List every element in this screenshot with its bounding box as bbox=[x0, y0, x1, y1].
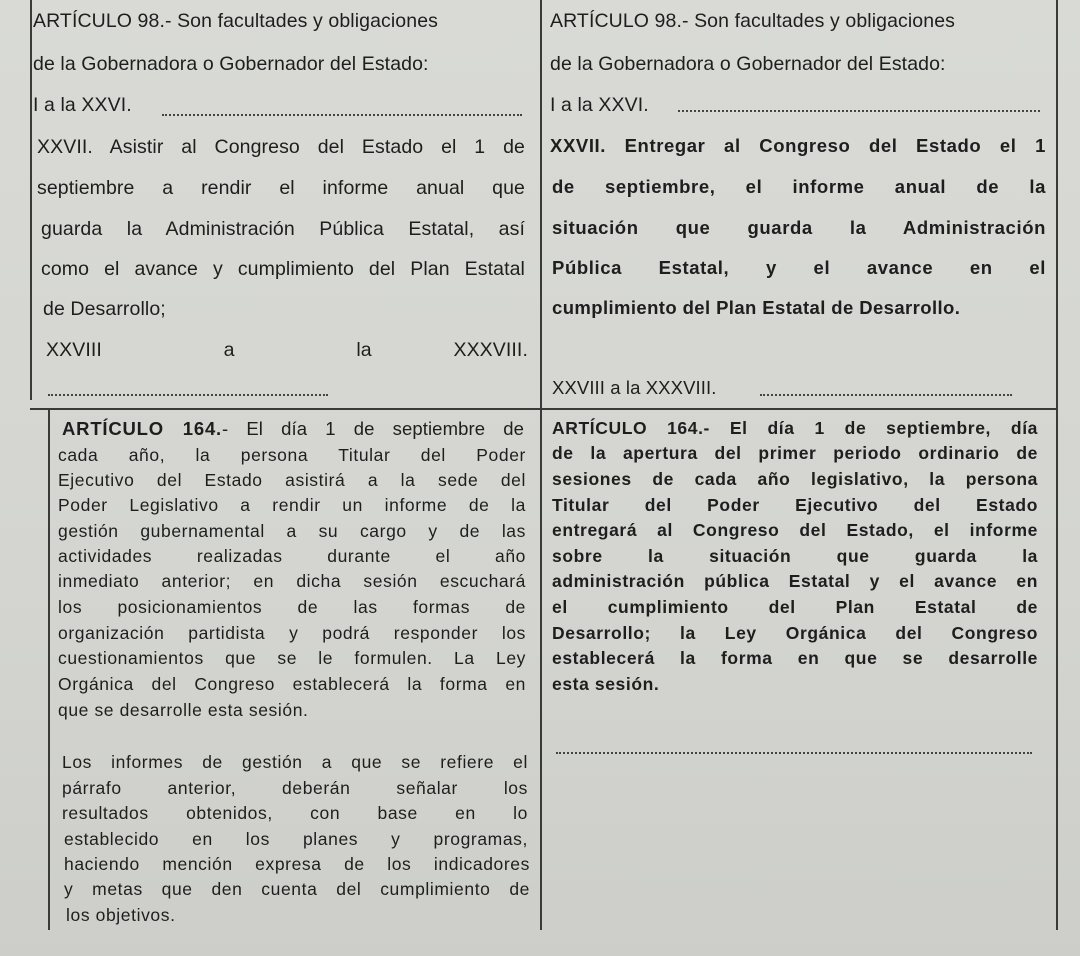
art164-line-8: los posicionamientos de las formas de bbox=[58, 597, 526, 617]
art164-p2-line-1: Los informes de gestión a que se refiere el bbox=[62, 752, 528, 772]
art164-line-9: Desarrollo; la Ley Orgánica del Congreso bbox=[552, 623, 1038, 643]
omitted-text-dots bbox=[678, 110, 1040, 112]
fraction-xxvii-line-4: como el avance y cumplimiento del Plan Estatal bbox=[41, 258, 525, 280]
art164-line-1-text: - El día 1 de septiembre de bbox=[221, 418, 524, 439]
art98-heading-line: ARTÍCULO 98.- Son facultades y obligaciones bbox=[33, 10, 438, 32]
art164-line-7: inmediato anterior; en dicha sesión escuchará bbox=[58, 571, 526, 591]
art164-p2-line-6: y metas que den cuenta del cumplimiento de bbox=[64, 879, 530, 899]
art164-p2-line-5: haciendo mención expresa de los indicadores bbox=[64, 854, 530, 874]
art164-line-11: Orgánica del Congreso establecerá la forma en bbox=[58, 674, 526, 694]
range-start: XXVIII bbox=[46, 339, 102, 361]
art164-line-3: sesiones de cada año legislativo, la persona bbox=[552, 469, 1038, 489]
art164-line-11: esta sesión. bbox=[552, 674, 660, 694]
art164-line-4: Titular del Poder Ejecutivo del Estado bbox=[552, 495, 1038, 515]
table-left-border-lower bbox=[48, 410, 50, 930]
art164-line-4: Poder Legislativo a rendir un informe de la bbox=[58, 495, 526, 515]
fraction-xxvii-line-1: XXVII. Asistir al Congreso del Estado el 1 de bbox=[37, 136, 525, 158]
art164-line-9: organización partidista y podrá responder los bbox=[58, 623, 526, 643]
art164-p2-line-2: párrafo anterior, deberán señalar los bbox=[62, 778, 528, 798]
art164-p2-line-3: resultados obtenidos, con base en lo bbox=[62, 803, 528, 823]
art98-intro-line: de la Gobernadora o Gobernador del Estado: bbox=[550, 53, 946, 75]
art164-line-2: de la apertura del primer periodo ordinario de bbox=[552, 443, 1038, 463]
omitted-text-dots bbox=[48, 394, 328, 396]
art164-line-2: cada año, la persona Titular del Poder bbox=[58, 445, 526, 465]
range-word-la: la bbox=[356, 339, 372, 361]
art164-line-1: ARTÍCULO 164.- El día 1 de septiembre de bbox=[62, 418, 524, 439]
table-left-border bbox=[30, 0, 32, 400]
art164-p2-line-7: los objetivos. bbox=[66, 905, 176, 925]
art164-line-7: administración pública Estatal y el avance en bbox=[552, 571, 1038, 591]
art164-line-10: establecerá la forma en que se desarrolle bbox=[552, 648, 1038, 668]
table-right-border bbox=[1056, 0, 1058, 930]
fraction-xxvii-line-2: septiembre a rendir el informe anual que bbox=[37, 177, 525, 199]
art164-line-5: gestión gubernamental a su cargo y de las bbox=[58, 521, 526, 541]
art164-line-8: el cumplimiento del Plan Estatal de bbox=[552, 597, 1038, 617]
art164-line-6: actividades realizadas durante el año bbox=[58, 546, 526, 566]
art164-line-3: Ejecutivo del Estado asistirá a la sede del bbox=[58, 470, 526, 490]
row-divider bbox=[30, 408, 1058, 410]
art98-heading-line: ARTÍCULO 98.- Son facultades y obligaciones bbox=[550, 10, 955, 32]
omitted-text-dots bbox=[760, 394, 1012, 396]
fraction-xxviii-range bbox=[46, 339, 528, 362]
fraction-xxvii-line-5: cumplimiento del Plan Estatal de Desarrollo. bbox=[552, 297, 961, 318]
fraction-xxvii-line-3: guarda la Administración Pública Estatal, así bbox=[41, 218, 525, 240]
art164-p2-line-4: establecido en los planes y programas, bbox=[64, 829, 528, 849]
art164-line-1: ARTÍCULO 164.- El día 1 de septiembre, día bbox=[552, 418, 1038, 438]
omitted-text-dots bbox=[556, 752, 1032, 754]
fraction-xxvii-line-2: de septiembre, el informe anual de la bbox=[552, 176, 1046, 197]
fraction-xxvii-line-5: de Desarrollo; bbox=[43, 298, 166, 320]
art164-line-6: sobre la situación que guarda la bbox=[552, 546, 1038, 566]
omitted-text-dots bbox=[162, 114, 522, 116]
fraction-xxvii-line-3: situación que guarda la Administración bbox=[552, 217, 1046, 238]
art164-line-5: entregará al Congreso del Estado, el informe bbox=[552, 520, 1038, 540]
column-divider bbox=[540, 0, 542, 930]
art164-line-12: que se desarrolle esta sesión. bbox=[58, 700, 309, 720]
fraction-range-label: I a la XXVI. bbox=[550, 94, 649, 116]
fraction-xxvii-line-1: XXVII. Entregar al Congreso del Estado el 1 bbox=[550, 135, 1046, 156]
fraction-xxviii-range: XXVIII a la XXXVIII. bbox=[552, 377, 717, 398]
range-word-a: a bbox=[223, 339, 235, 361]
art98-intro-line: de la Gobernadora o Gobernador del Estado: bbox=[33, 53, 429, 75]
fraction-range-label: I a la XXVI. bbox=[33, 94, 132, 116]
art164-line-10: cuestionamientos que se le formulen. La Ley bbox=[58, 648, 526, 668]
range-end: XXXVIII. bbox=[453, 339, 528, 361]
fraction-xxvii-line-4: Pública Estatal, y el avance en el bbox=[552, 257, 1046, 278]
